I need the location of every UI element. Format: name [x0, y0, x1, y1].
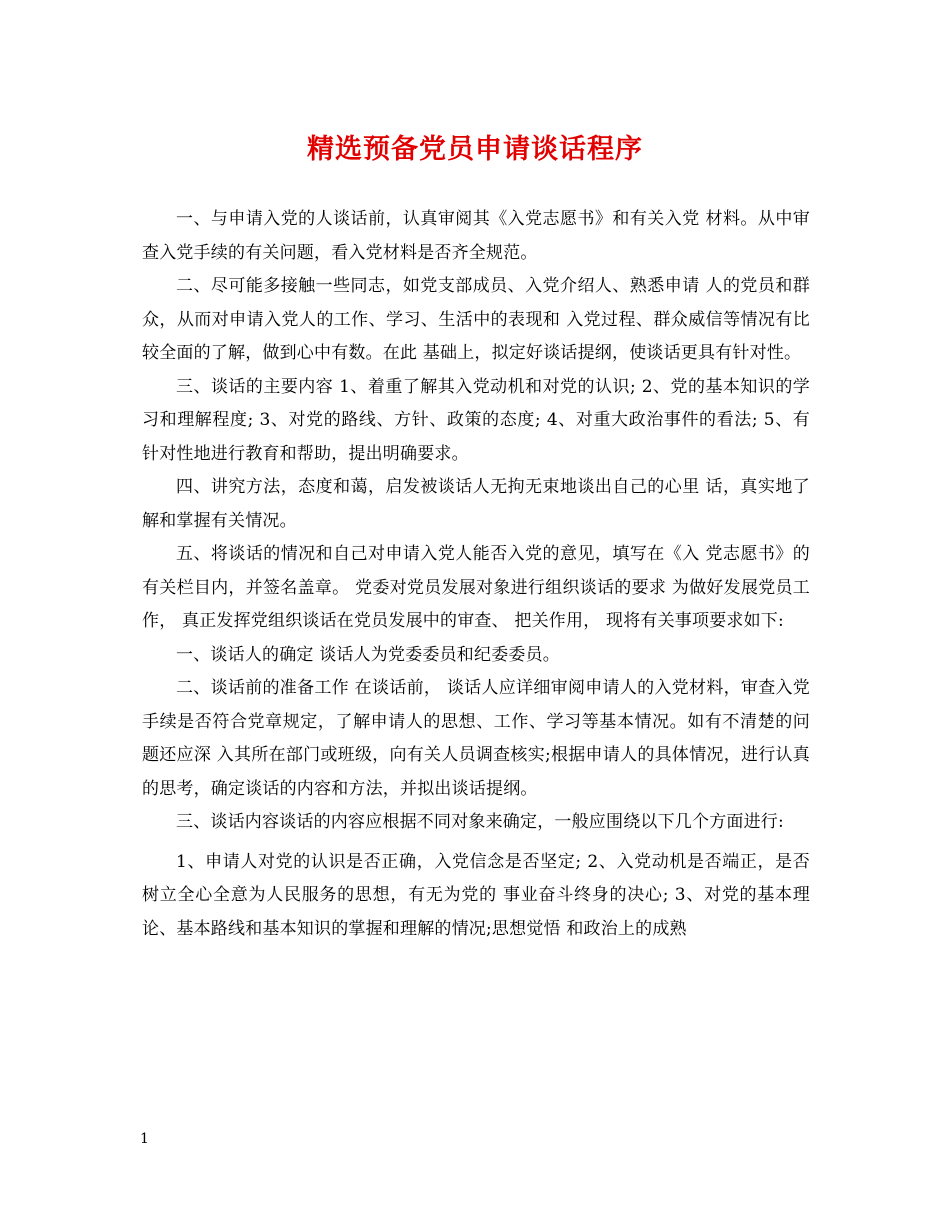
page-number: 1	[140, 1131, 149, 1147]
document-body	[142, 203, 810, 946]
paragraph-2: 二、尽可能多接触一些同志，如党支部成员、入党介绍人、熟悉申请 人的党员和群众，从而对申请入党人的工作、学习、生活中的表现和 入党过程、群众威信等情况有比较全面的了解，做到心中有数。在此 基础上，拟定好谈话提纲，使谈话更具有针对性。	[142, 276, 810, 363]
paragraph-3: 三、谈话的主要内容 1、着重了解其入党动机和对党的认识; 2、党的基本知识的学习和理解程度; 3、对党的路线、方针、政策的态度; 4、对重大政治事件的看法; 5、有针对性地进行教育和帮助，提出明确要求。	[142, 376, 810, 464]
document-title: 精选预备党员申请谈话程序	[307, 134, 643, 165]
paragraph-1: 一、与申请入党的人谈话前，认真审阅其《入党志愿书》和有关入党 材料。从中审查入党手续的有关问题，看入党材料是否齐全规范。	[142, 209, 810, 263]
paragraph-7: 二、谈话前的准备工作 在谈话前， 谈话人应详细审阅申请人的入党材料，审查入党手续是否符合党章规定，了解申请人的思想、工作、学习等基本情况。如有不清楚的问题还应深 入其所在部门或班级，向有关人员调查核实;根据申请人的具体情况，进行认真 的思考，确定谈话的内容和方法，并拟出谈话提纲。	[142, 678, 810, 799]
paragraph-4: 四、讲究方法，态度和蔼，启发被谈话人无拘无束地谈出自己的心里 话，真实地了解和掌握有关情况。	[142, 477, 810, 531]
paragraph-6: 一、谈话人的确定 谈话人为党委委员和纪委委员。	[176, 644, 561, 665]
paragraph-8: 三、谈话内容谈话的内容应根据不同对象来确定，一般应围绕以下几个方面进行:	[176, 812, 784, 832]
paragraph-9: 1、申请人对党的认识是否正确，入党信念是否坚定; 2、入党动机是否端正，是否树立全心全意为人民服务的思想，有无为党的 事业奋斗终身的决心; 3、对党的基本理论、基本路线和基本知识的掌握和理解的情况;思想觉悟 和政治上的成熟	[142, 851, 810, 939]
paragraph-5: 五、将谈话的情况和自己对申请入党人能否入党的意见，填写在《入 党志愿书》的有关栏目内，并签名盖章。 党委对党员发展对象进行组织谈话的要求 为做好发展党员工作， 真正发挥党组织谈话在党员发展中的审查、 把关作用， 现将有关事项要求如下:	[142, 544, 810, 631]
